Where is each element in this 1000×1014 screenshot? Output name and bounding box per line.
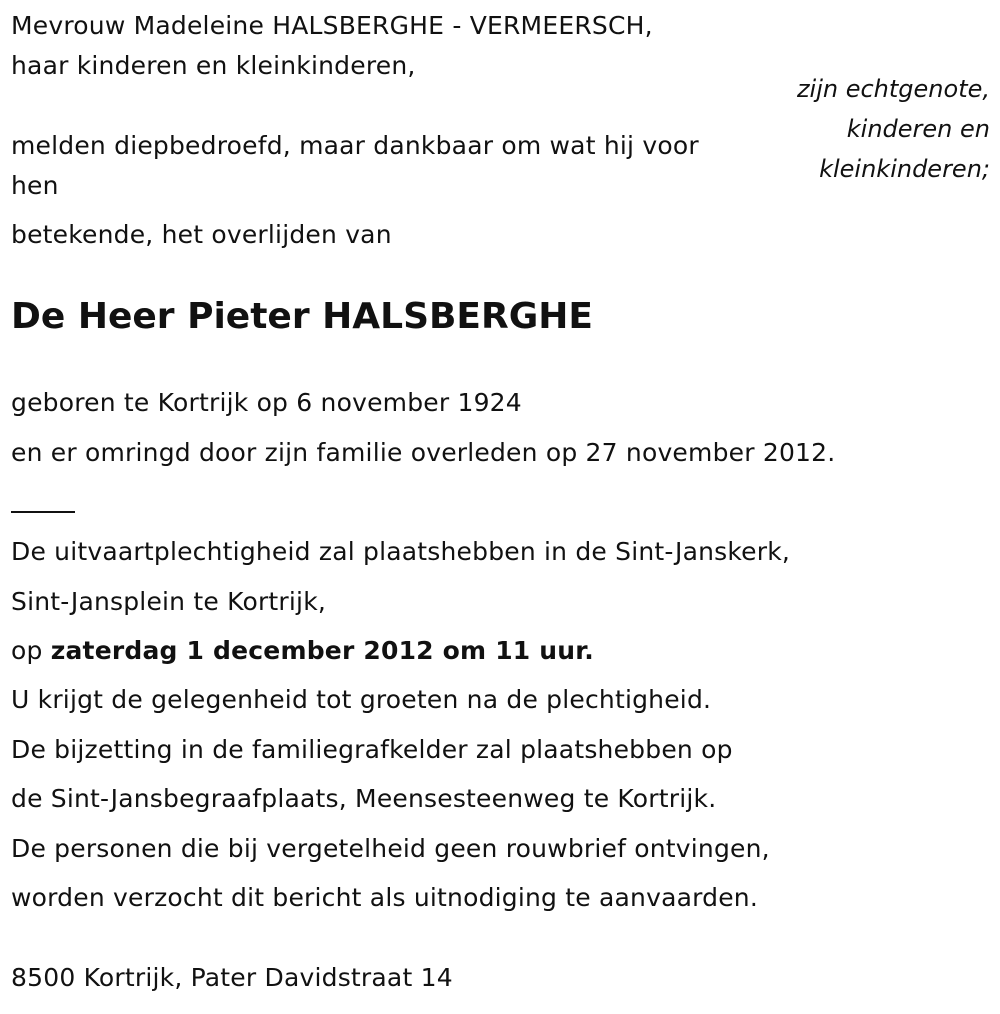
intro-line-4: hen bbox=[11, 171, 59, 200]
intro-line-3: melden diepbedroefd, maar dankbaar om wat hij voor bbox=[11, 131, 699, 160]
funeral-line-5: De bijzetting in de familiegrafkelder zal plaatshebben op bbox=[11, 735, 733, 764]
funeral-line-2: Sint-Jansplein te Kortrijk, bbox=[11, 587, 327, 616]
aside-line-2: kinderen en bbox=[846, 115, 990, 143]
funeral-line-1: De uitvaartplechtigheid zal plaatshebben in de Sint-Janskerk, bbox=[11, 537, 791, 566]
funeral-line-8: worden verzocht dit bericht als uitnodiging te aanvaarden. bbox=[11, 883, 759, 912]
deceased-name: De Heer Pieter HALSBERGHE bbox=[11, 296, 594, 337]
intro-line-1: Mevrouw Madeleine HALSBERGHE - VERMEERSCH, bbox=[11, 11, 653, 40]
address: 8500 Kortrijk, Pater Davidstraat 14 bbox=[11, 963, 453, 992]
intro-line-5: betekende, het overlijden van bbox=[11, 220, 392, 249]
funeral-date: zaterdag 1 december 2012 om 11 uur. bbox=[50, 636, 594, 665]
aside-line-1: zijn echtgenote, bbox=[796, 75, 990, 103]
funeral-line-6: de Sint-Jansbegraafplaats, Meensesteenweg te Kortrijk. bbox=[11, 784, 717, 813]
funeral-date-prefix: op bbox=[11, 636, 51, 665]
birth-line: geboren te Kortrijk op 6 november 1924 bbox=[11, 388, 522, 417]
aside-line-3: kleinkinderen; bbox=[819, 155, 990, 183]
funeral-line-4: U krijgt de gelegenheid tot groeten na de plechtigheid. bbox=[11, 685, 712, 714]
separator-rule bbox=[11, 511, 75, 513]
death-line: en er omringd door zijn familie overleden op 27 november 2012. bbox=[11, 438, 836, 467]
funeral-date-line bbox=[11, 636, 594, 666]
intro-line-2: haar kinderen en kleinkinderen, bbox=[11, 51, 416, 80]
funeral-line-7: De personen die bij vergetelheid geen rouwbrief ontvingen, bbox=[11, 834, 770, 863]
